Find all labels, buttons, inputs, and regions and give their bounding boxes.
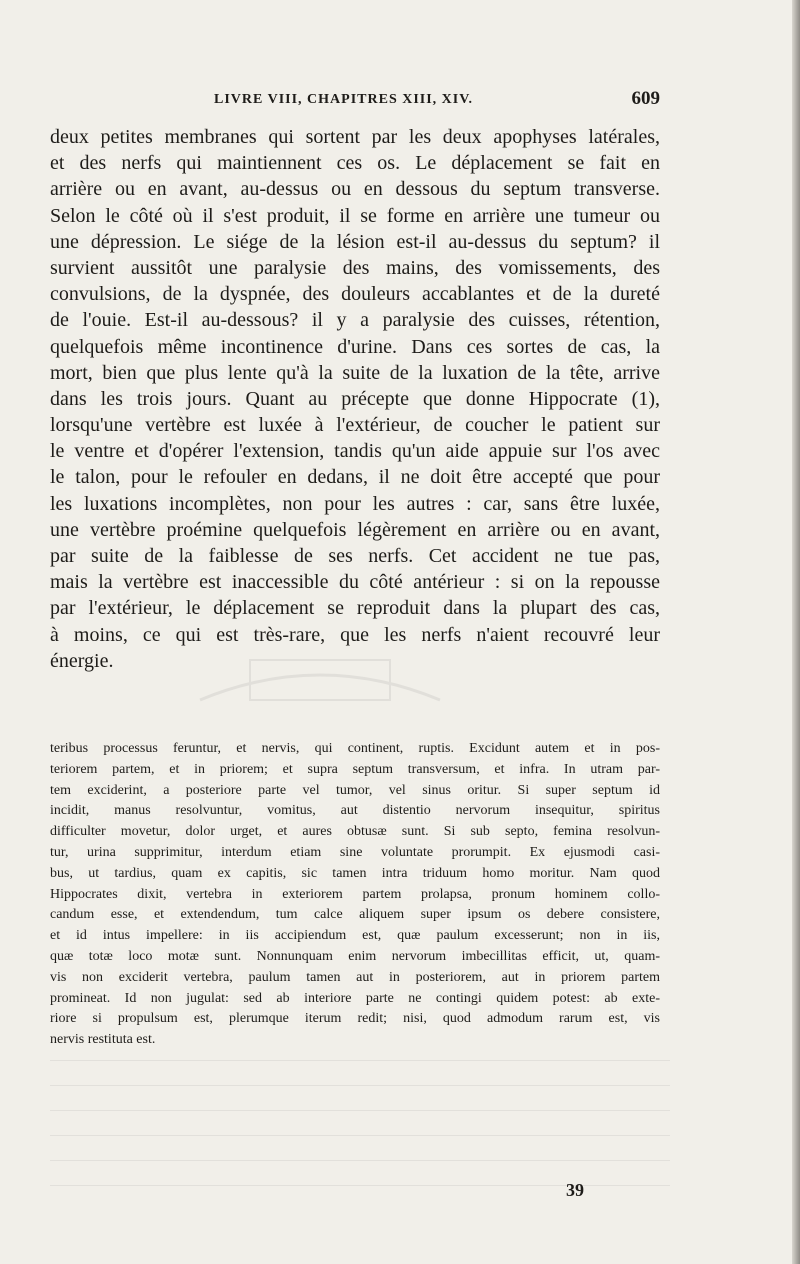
- running-head: [50, 90, 660, 114]
- body-line: quelquefois même incontinence d'urine. Dans ces sortes de cas, la: [50, 335, 660, 358]
- french-body-text: [50, 124, 660, 674]
- latin-line: nervis restituta est.: [50, 1032, 156, 1048]
- latin-line: riore si propulsum est, plerumque iterum redit; nisi, quod admodum rarum est, vis: [50, 1011, 660, 1027]
- latin-line: incidit, manus resolvuntur, vomitus, aut distentio nervorum insequitur, spiritus: [50, 803, 660, 819]
- body-line: et des nerfs qui maintiennent ces os. Le déplacement se fait en: [50, 152, 660, 175]
- latin-line: tem exciderint, a posteriore parte vel tumor, vel sinus oritur. Si super septum id: [50, 782, 660, 798]
- body-line: Selon le côté où il s'est produit, il se forme en arrière une tumeur ou: [50, 204, 660, 227]
- latin-line: vis non exciderit vertebra, paulum tamen aut in posteriorem, aut in priorem partem: [50, 969, 660, 985]
- latin-line: teriorem partem, et in priorem; et supra septum transversum, et infra. In utram par-: [50, 761, 660, 777]
- latin-line: bus, ut tardius, quam ex capitis, sic tamen intra triduum homo moritur. Nam quod: [50, 865, 660, 881]
- body-line: convulsions, de la dyspnée, des douleurs accablantes et de la dureté: [50, 283, 660, 306]
- latin-line: tur, urina supprimitur, interdum etiam sine voluntate prorumpit. Ex ejusmodi casi-: [50, 844, 660, 860]
- latin-line: candum esse, et extendendum, tum calce aliquem super ipsum os debere consistere,: [50, 907, 660, 923]
- body-line: arrière ou en avant, au-dessus ou en dessous du septum transverse.: [50, 178, 660, 201]
- body-line: par suite de la faiblesse de ses nerfs. Cet accident ne tue pas,: [50, 545, 660, 567]
- body-line: le talon, pour le refouler en dedans, il ne doit être accepté que pour: [50, 466, 660, 489]
- latin-footnote-text: [50, 739, 660, 1051]
- running-title: LIVRE VIII, CHAPITRES XIII, XIV.: [214, 92, 474, 107]
- body-line: les luxations incomplètes, non pour les autres : car, sans être luxée,: [50, 492, 660, 515]
- latin-line: difficulter movetur, dolor urget, et aures obtusæ sunt. Si sub septo, femina resolvun-: [50, 824, 660, 840]
- latin-line: promineat. Id non jugulat: sed ab interiore parte ne contingi quidem potest: ab exte-: [50, 990, 660, 1006]
- body-line: une dépression. Le siége de la lésion est-il au-dessus du septum? il: [50, 230, 660, 253]
- body-line: à moins, ce qui est très-rare, que les nerfs n'aient recouvré leur: [50, 623, 660, 646]
- body-line: mais la vertèbre est inaccessible du côté antérieur : si on la repousse: [50, 571, 660, 594]
- page-number: 609: [631, 88, 660, 109]
- body-line: deux petites membranes qui sortent par les deux apophyses latérales,: [50, 126, 660, 148]
- body-line: le ventre et d'opérer l'extension, tandis qu'un aide appuie sur l'os avec: [50, 440, 660, 463]
- show-through-text: [50, 1040, 670, 1190]
- body-line: de l'ouie. Est-il au-dessous? il y a paralysie des cuisses, rétention,: [50, 309, 660, 332]
- latin-line: et id intus impellere: in iis accipiendum est, quæ paulum excesserunt; non in iis,: [50, 928, 660, 944]
- body-line: survient aussitôt une paralysie des mains, des vomissements, des: [50, 256, 660, 279]
- latin-line: Hippocrates dixit, vertebra in exteriorem partem prolapsa, pronum hominem collo-: [50, 886, 660, 902]
- body-line: énergie.: [50, 649, 114, 672]
- signature-mark: 39: [566, 1180, 584, 1200]
- body-line: dans les trois jours. Quant au précepte que donne Hippocrate (1),: [50, 387, 660, 410]
- page-edge: [792, 0, 800, 1264]
- latin-line: teribus processus feruntur, et nervis, qui continent, ruptis. Excidunt autem et in pos-: [50, 741, 660, 756]
- latin-line: quæ totæ loco motæ sunt. Nonnunquam enim nervorum imbecillitas efficit, ut, quam-: [50, 948, 660, 964]
- body-line: par l'extérieur, le déplacement se reproduit dans la plupart des cas,: [50, 597, 660, 620]
- body-line: mort, bien que plus lente qu'à la suite de la luxation de la tête, arrive: [50, 361, 660, 384]
- body-line: une vertèbre proémine quelquefois légèrement en arrière ou en avant,: [50, 518, 660, 541]
- body-line: lorsqu'une vertèbre est luxée à l'extérieur, de coucher le patient sur: [50, 414, 660, 437]
